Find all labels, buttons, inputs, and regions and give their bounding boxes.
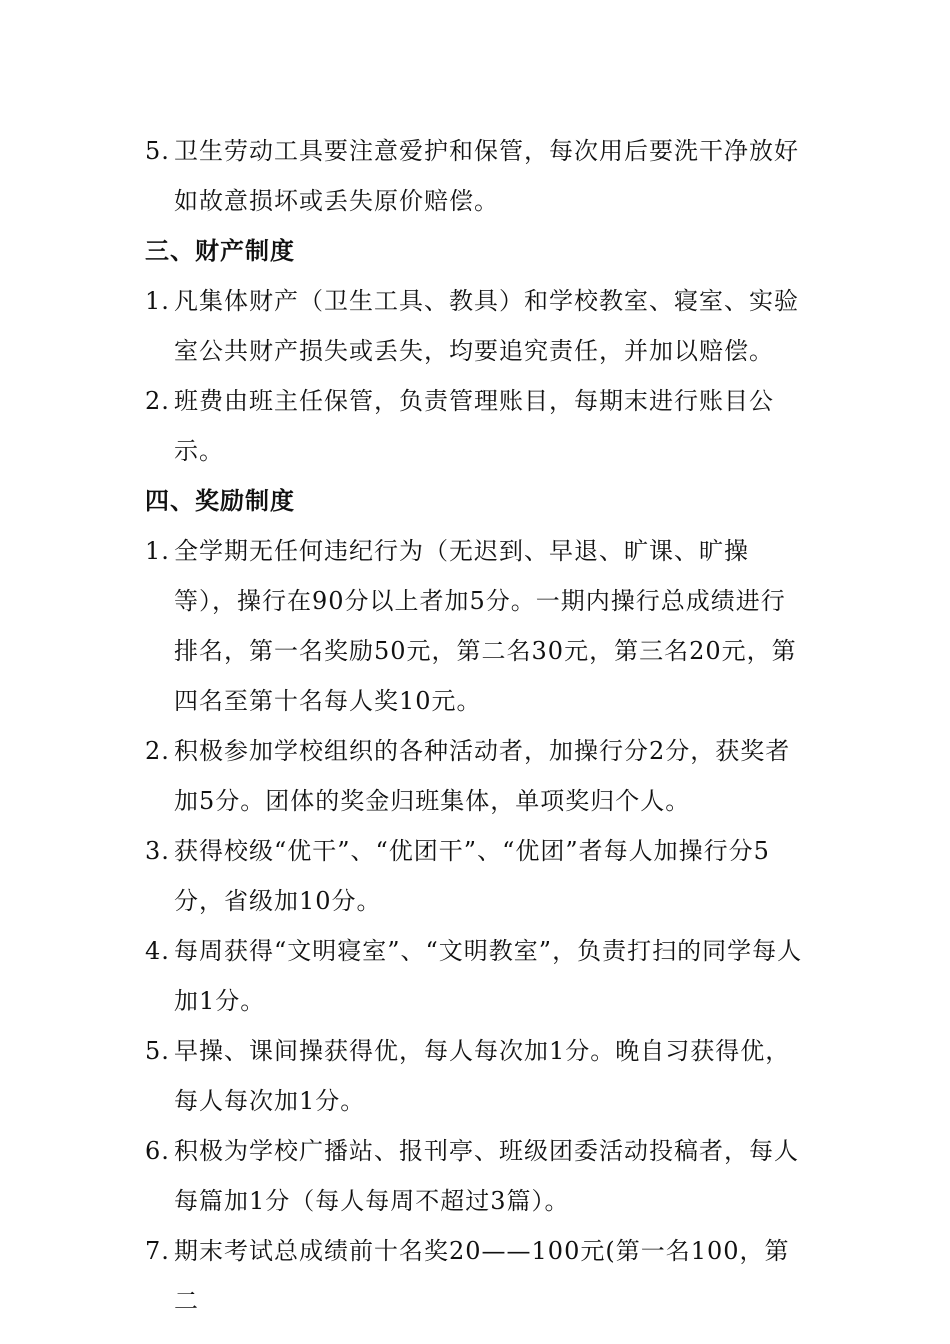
item-text: 早操、课间操获得优，每人每次加1分。晚自习获得优，每人每次加1分。 bbox=[174, 1037, 791, 1115]
item-text: 期末考试总成绩前十名奖20——100元(第一名100，第二 bbox=[174, 1237, 790, 1315]
item-text: 班费由班主任保管，负责管理账目，每期末进行账目公示。 bbox=[174, 387, 774, 465]
item-number: 7. bbox=[145, 1237, 170, 1265]
item-number: 1. bbox=[145, 537, 170, 565]
item-text: 积极为学校广播站、报刊亭、班级团委活动投稿者，每人每篇加1分（每人每周不超过3篇）。 bbox=[174, 1137, 799, 1215]
item-number: 2. bbox=[145, 387, 170, 415]
list-item bbox=[145, 526, 810, 726]
item-text: 积极参加学校组织的各种活动者，加操行分2分，获奖者加5分。团体的奖金归班集体，单项奖归个人。 bbox=[174, 737, 791, 815]
item-number: 6. bbox=[145, 1137, 170, 1165]
item-number: 2. bbox=[145, 737, 170, 765]
item-number: 3. bbox=[145, 837, 170, 865]
section-heading: 三、财产制度 bbox=[145, 236, 295, 265]
item-text: 每周获得“文明寝室”、“文明教室”，负责打扫的同学每人加1分。 bbox=[174, 937, 803, 1015]
list-item bbox=[145, 1026, 810, 1126]
item-number: 5. bbox=[145, 137, 170, 165]
section-heading: 四、奖励制度 bbox=[145, 486, 295, 515]
item-text: 全学期无任何违纪行为（无迟到、早退、旷课、旷操等），操行在90分以上者加5分。一期内操行总成绩进行排名，第一名奖励50元，第二名30元，第三名20元，第四名至第十名每人奖10元。 bbox=[174, 537, 797, 715]
list-item bbox=[145, 1226, 810, 1326]
list-item bbox=[145, 126, 810, 226]
item-text: 获得校级“优干”、“优团干”、“优团”者每人加操行分5分，省级加10分。 bbox=[174, 837, 770, 915]
list-item bbox=[145, 276, 810, 376]
item-number: 1. bbox=[145, 287, 170, 315]
list-item bbox=[145, 826, 810, 926]
list-item bbox=[145, 926, 810, 1026]
item-number: 4. bbox=[145, 937, 170, 965]
item-text: 卫生劳动工具要注意爱护和保管，每次用后要洗干净放好如故意损坏或丢失原价赔偿。 bbox=[174, 137, 799, 215]
list-item bbox=[145, 376, 810, 476]
item-number: 5. bbox=[145, 1037, 170, 1065]
item-text: 凡集体财产（卫生工具、教具）和学校教室、寝室、实验室公共财产损失或丢失，均要追究责任，并加以赔偿。 bbox=[174, 287, 799, 365]
list-item bbox=[145, 1126, 810, 1226]
list-item bbox=[145, 726, 810, 826]
